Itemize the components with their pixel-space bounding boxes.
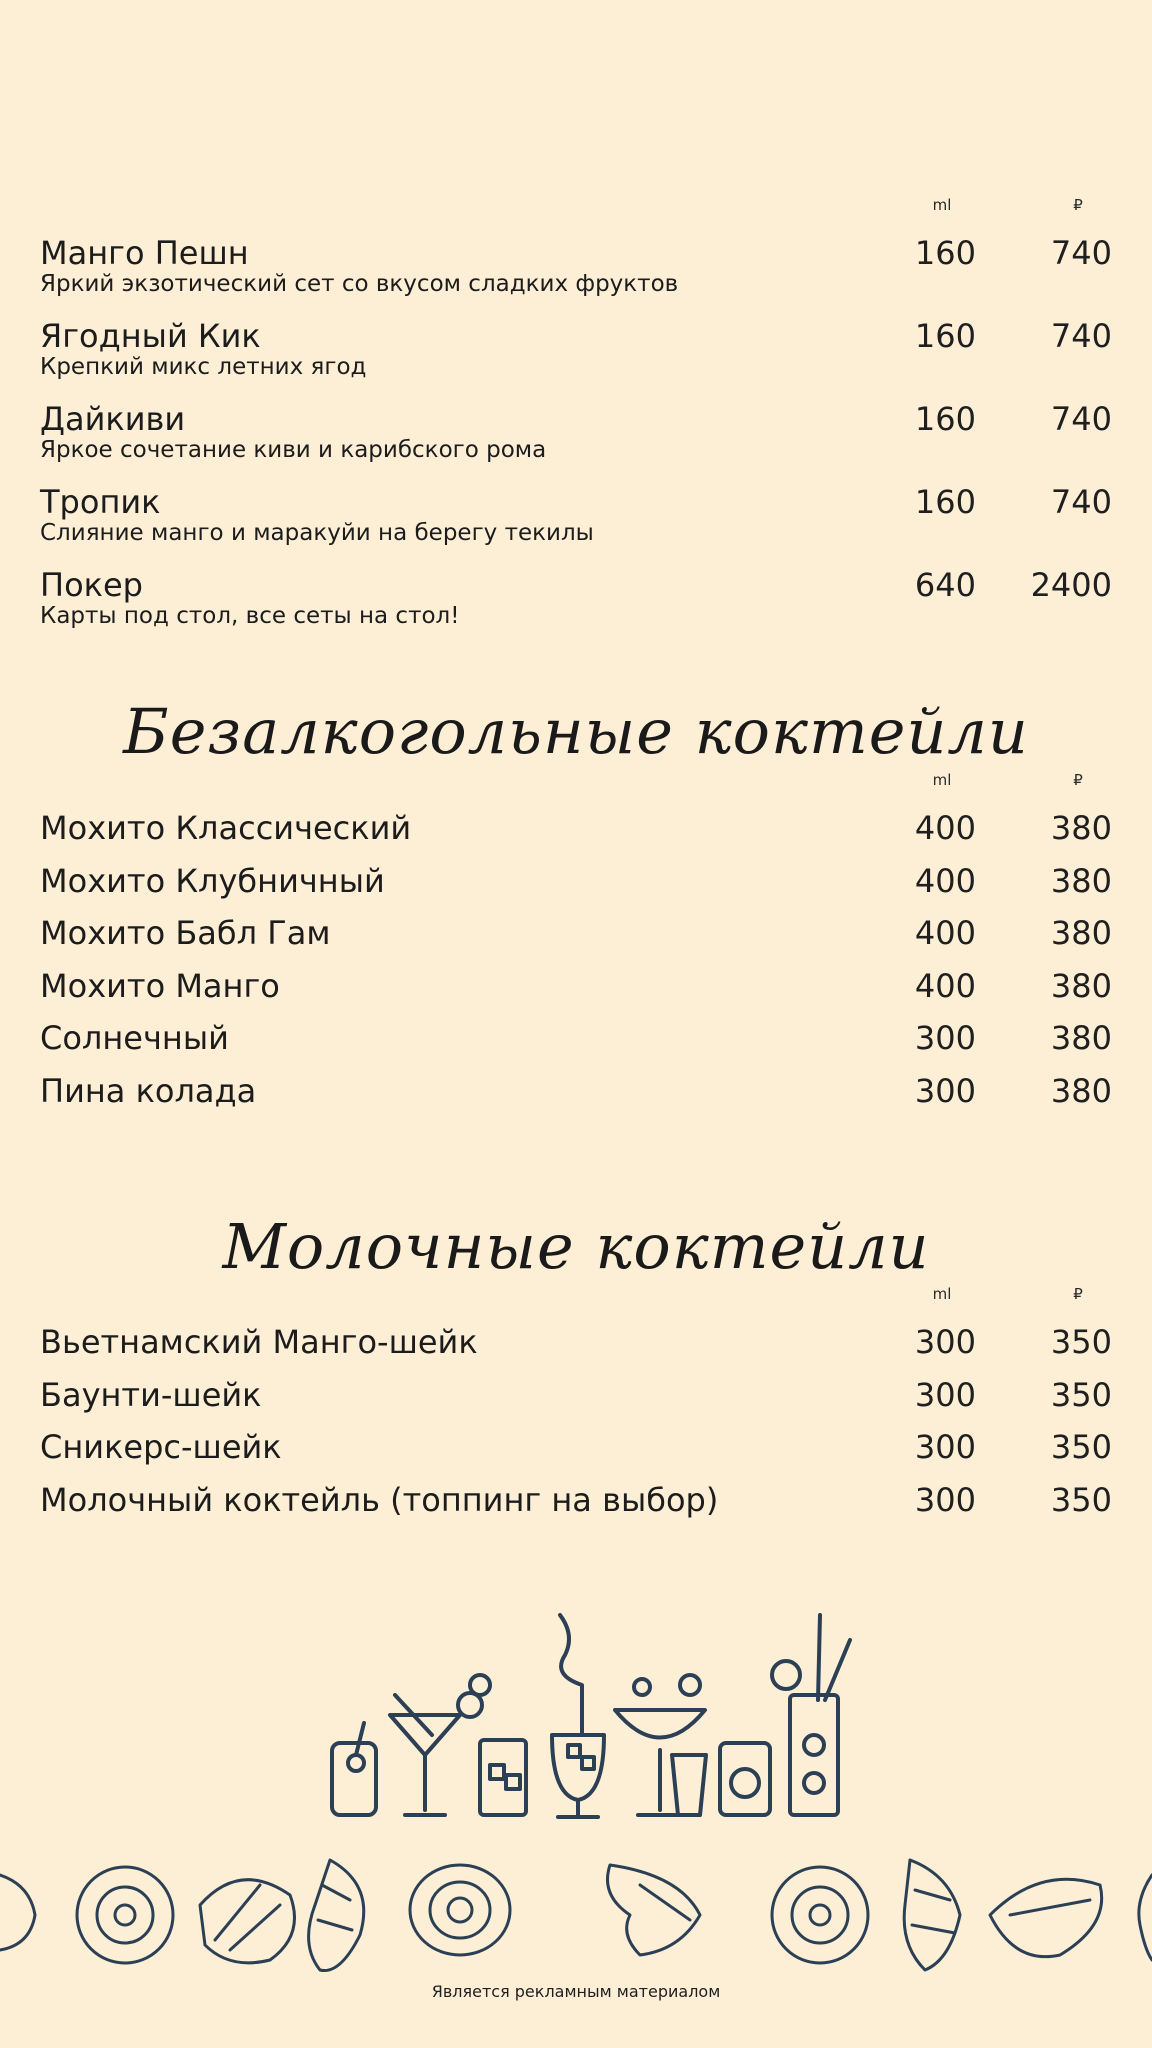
item-description: Крепкий микс летних ягод <box>40 354 367 380</box>
menu-item <box>40 1480 1112 1520</box>
item-volume: 400 <box>914 914 976 952</box>
ml-column-header: ml <box>932 771 952 789</box>
price-column-header: ₽ <box>1073 1285 1083 1303</box>
item-price: 380 <box>1050 1072 1112 1110</box>
price-column-header: ₽ <box>1073 771 1083 789</box>
price-column-header: ₽ <box>1073 196 1083 214</box>
item-volume: 300 <box>914 1323 976 1361</box>
item-price: 2400 <box>1030 566 1112 604</box>
menu-item <box>40 565 1112 631</box>
menu-item <box>40 1375 1112 1415</box>
item-volume: 160 <box>914 317 976 355</box>
item-name: Молочный коктейль (топпинг на выбор) <box>40 1481 719 1519</box>
item-name: Манго Пешн <box>40 234 249 272</box>
item-volume: 400 <box>914 862 976 900</box>
menu-item <box>40 1427 1112 1467</box>
menu-item <box>40 1018 1112 1058</box>
seashells-border-illustration <box>0 1845 1152 1985</box>
item-name: Сникерс-шейк <box>40 1428 282 1466</box>
item-name: Мохито Классический <box>40 809 412 847</box>
item-description: Яркий экзотический сет со вкусом сладких фруктов <box>40 271 679 297</box>
item-volume: 300 <box>914 1481 976 1519</box>
item-volume: 400 <box>914 809 976 847</box>
item-name: Покер <box>40 566 143 604</box>
menu-item <box>40 1071 1112 1111</box>
item-description: Яркое сочетание киви и карибского рома <box>40 437 547 463</box>
item-volume: 300 <box>914 1019 976 1057</box>
item-name: Мохито Бабл Гам <box>40 914 331 952</box>
item-price: 380 <box>1050 1019 1112 1057</box>
item-price: 350 <box>1050 1481 1112 1519</box>
item-description: Слияние манго и маракуйи на берегу текилы <box>40 520 594 546</box>
item-name: Ягодный Кик <box>40 317 261 355</box>
item-volume: 640 <box>914 566 976 604</box>
item-description: Карты под стол, все сеты на стол! <box>40 603 460 629</box>
item-volume: 300 <box>914 1428 976 1466</box>
cocktail-glasses-illustration <box>320 1605 860 1825</box>
item-name: Пина колада <box>40 1072 257 1110</box>
item-price: 740 <box>1050 483 1112 521</box>
item-name: Тропик <box>40 483 161 521</box>
item-volume: 300 <box>914 1376 976 1414</box>
item-price: 380 <box>1050 967 1112 1005</box>
item-volume: 160 <box>914 400 976 438</box>
menu-item <box>40 482 1112 548</box>
menu-item <box>40 966 1112 1006</box>
menu-item <box>40 233 1112 299</box>
item-price: 380 <box>1050 862 1112 900</box>
item-price: 380 <box>1050 809 1112 847</box>
item-price: 740 <box>1050 400 1112 438</box>
ml-column-header: ml <box>932 196 952 214</box>
item-volume: 300 <box>914 1072 976 1110</box>
section-heading-milkshakes: Молочные коктейли <box>222 1210 930 1283</box>
section-heading-non-alcoholic: Безалкогольные коктейли <box>123 695 1029 768</box>
menu-item <box>40 861 1112 901</box>
item-name: Баунти-шейк <box>40 1376 262 1414</box>
menu-item <box>40 808 1112 848</box>
advertising-disclaimer: Является рекламным материалом <box>431 1982 721 2001</box>
item-price: 350 <box>1050 1323 1112 1361</box>
item-name: Мохито Манго <box>40 967 280 1005</box>
menu-item <box>40 1322 1112 1362</box>
item-name: Дайкиви <box>40 400 186 438</box>
menu-item <box>40 316 1112 382</box>
item-volume: 160 <box>914 234 976 272</box>
item-price: 380 <box>1050 914 1112 952</box>
item-volume: 160 <box>914 483 976 521</box>
item-price: 350 <box>1050 1376 1112 1414</box>
menu-item <box>40 399 1112 465</box>
item-name: Мохито Клубничный <box>40 862 385 900</box>
item-price: 350 <box>1050 1428 1112 1466</box>
item-name: Вьетнамский Манго-шейк <box>40 1323 478 1361</box>
item-name: Солнечный <box>40 1019 229 1057</box>
ml-column-header: ml <box>932 1285 952 1303</box>
item-price: 740 <box>1050 317 1112 355</box>
item-volume: 400 <box>914 967 976 1005</box>
item-price: 740 <box>1050 234 1112 272</box>
menu-item <box>40 913 1112 953</box>
